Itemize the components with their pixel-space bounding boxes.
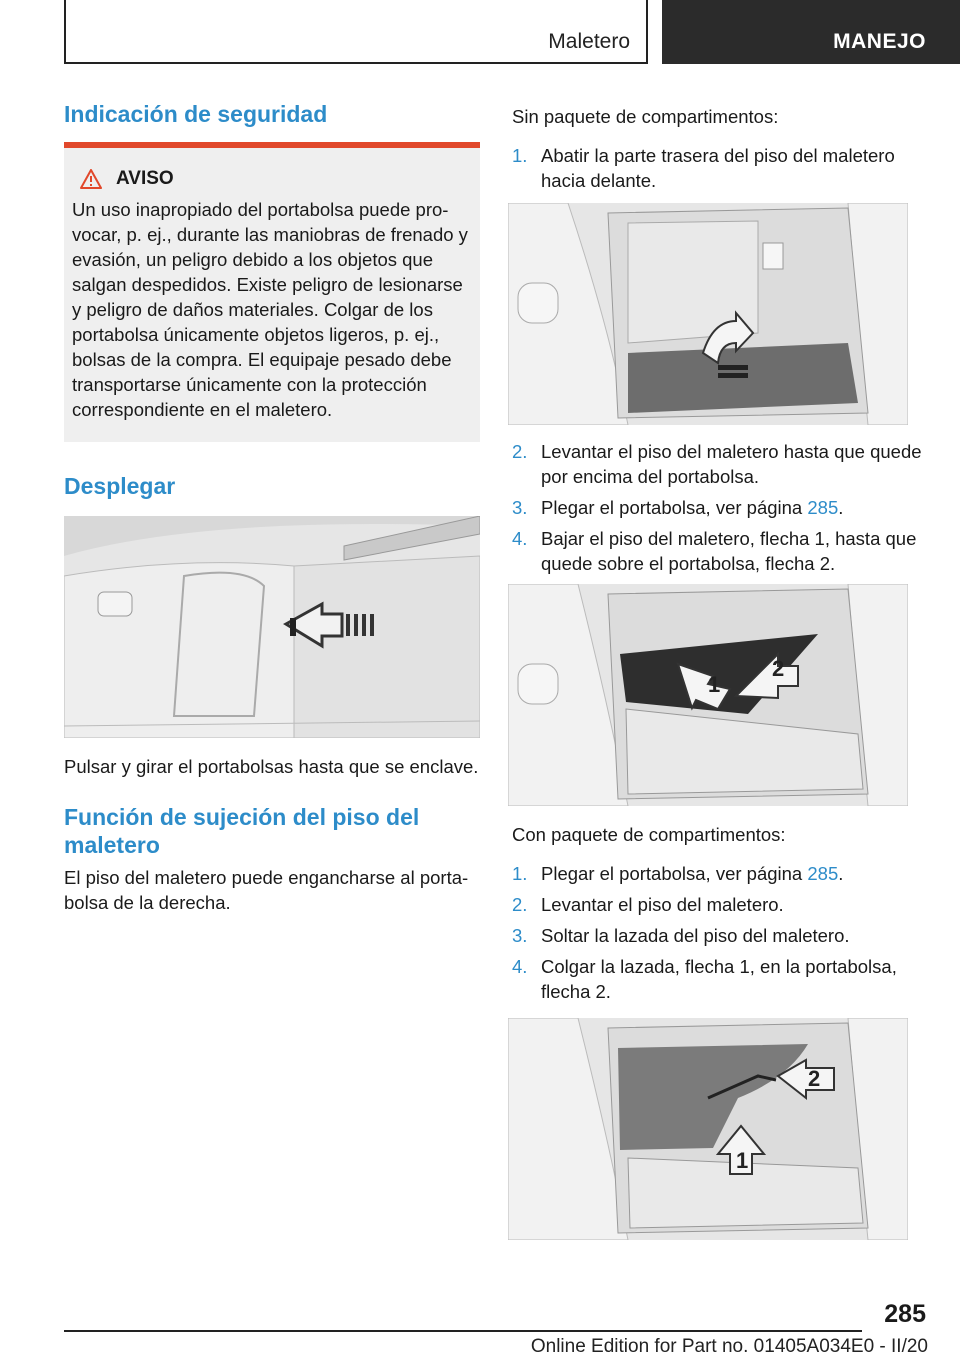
step-number: 4. xyxy=(512,528,528,549)
step-text-end: . xyxy=(838,863,844,884)
deploy-text: Pulsar y girar el portabolsas hasta que se enclave. xyxy=(64,756,479,777)
step-number: 1. xyxy=(512,863,528,884)
step-text-end: . xyxy=(838,497,844,518)
figure-deploy xyxy=(64,516,480,738)
figure-step4 xyxy=(508,584,908,806)
step-number: 1. xyxy=(512,145,528,166)
list-item xyxy=(512,861,928,886)
figure-step4-label-2: 2 xyxy=(772,656,785,681)
step-text: Soltar la lazada del piso del maletero. xyxy=(541,925,850,946)
list-item xyxy=(512,892,928,917)
list-item xyxy=(512,923,928,948)
step-text: Colgar la lazada, flecha 1, en la portabolsa, flecha 2. xyxy=(541,956,897,1002)
step-number: 3. xyxy=(512,925,528,946)
warning-box xyxy=(64,142,480,442)
left-column xyxy=(64,100,480,915)
figure-with-package-illustration xyxy=(508,1018,908,1240)
warning-triangle-icon xyxy=(80,169,102,189)
footer-divider xyxy=(64,1330,862,1332)
step-number: 3. xyxy=(512,497,528,518)
step-text: Plegar el portabolsa, ver página xyxy=(541,863,808,884)
step-number: 2. xyxy=(512,441,528,462)
page-link[interactable]: 285 xyxy=(807,497,839,518)
with-steps-list xyxy=(512,861,928,1004)
safety-heading: Indicación de seguridad xyxy=(64,101,328,127)
figure-step1 xyxy=(508,203,908,425)
list-item xyxy=(512,495,928,520)
footer-edition: Online Edition for Part no. 01405A034E0 - II/20 xyxy=(530,1336,928,1357)
step-text: Abatir la parte trasera del piso del maletero hacia delante. xyxy=(541,145,895,191)
figure-step4-label-1: 1 xyxy=(708,672,721,697)
figure-deploy-illustration xyxy=(64,516,480,738)
header-chapter-tab xyxy=(662,0,960,64)
figure-with-package xyxy=(508,1018,908,1240)
header-section-title: Maletero xyxy=(548,30,630,53)
hold-text: El piso del maletero puede engancharse al portabolsa de la derecha. xyxy=(64,867,469,913)
list-item xyxy=(512,439,928,489)
figure-with-label-2: 2 xyxy=(808,1066,821,1091)
page-link[interactable]: 285 xyxy=(807,863,839,884)
without-steps-list xyxy=(512,143,928,193)
step-text: Bajar el piso del maletero, flecha 1, hasta que quede sobre el portabolsa, flecha 2. xyxy=(541,528,917,574)
page-number: 285 xyxy=(884,1300,926,1328)
figure-with-label-1: 1 xyxy=(736,1148,749,1173)
without-intro: Sin paquete de compartimentos: xyxy=(512,106,779,127)
figure-step4-illustration xyxy=(508,584,908,806)
step-text: Plegar el portabolsa, ver página xyxy=(541,497,808,518)
step-text: Levantar el piso del maletero hasta que quede por encima del portabolsa. xyxy=(541,441,922,487)
step-number: 2. xyxy=(512,894,528,915)
without-steps-list-cont xyxy=(512,439,928,576)
right-column xyxy=(512,104,928,1240)
list-item xyxy=(512,143,928,193)
warning-title xyxy=(72,166,472,191)
figure-step1-illustration xyxy=(508,203,908,425)
list-item xyxy=(512,526,928,576)
step-number: 4. xyxy=(512,956,528,977)
deploy-heading: Desplegar xyxy=(64,473,176,499)
warning-label: AVISO xyxy=(116,168,174,189)
list-item xyxy=(512,954,928,1004)
header-chapter-label: MANEJO xyxy=(833,30,926,53)
hold-heading: Función de sujeción del piso del maletero xyxy=(64,804,420,858)
warning-text: Un uso inapropiado del portabolsa puede provocar, p. ej., durante las maniobras de frenado y evasión, un peligro debido a los objetos que salgan despedidos. Existe peligro de lesionarse y peligro de daños materiales. Colgar de los portabolsa únicamente objetos ligeros, p. ej., bolsas de la compra. El equipaje pesado debe transportarse únicamente con la protección correspondiente en el maletero. xyxy=(72,199,468,420)
step-text: Levantar el piso del maletero. xyxy=(541,894,784,915)
with-intro: Con paquete de compartimentos: xyxy=(512,824,786,845)
